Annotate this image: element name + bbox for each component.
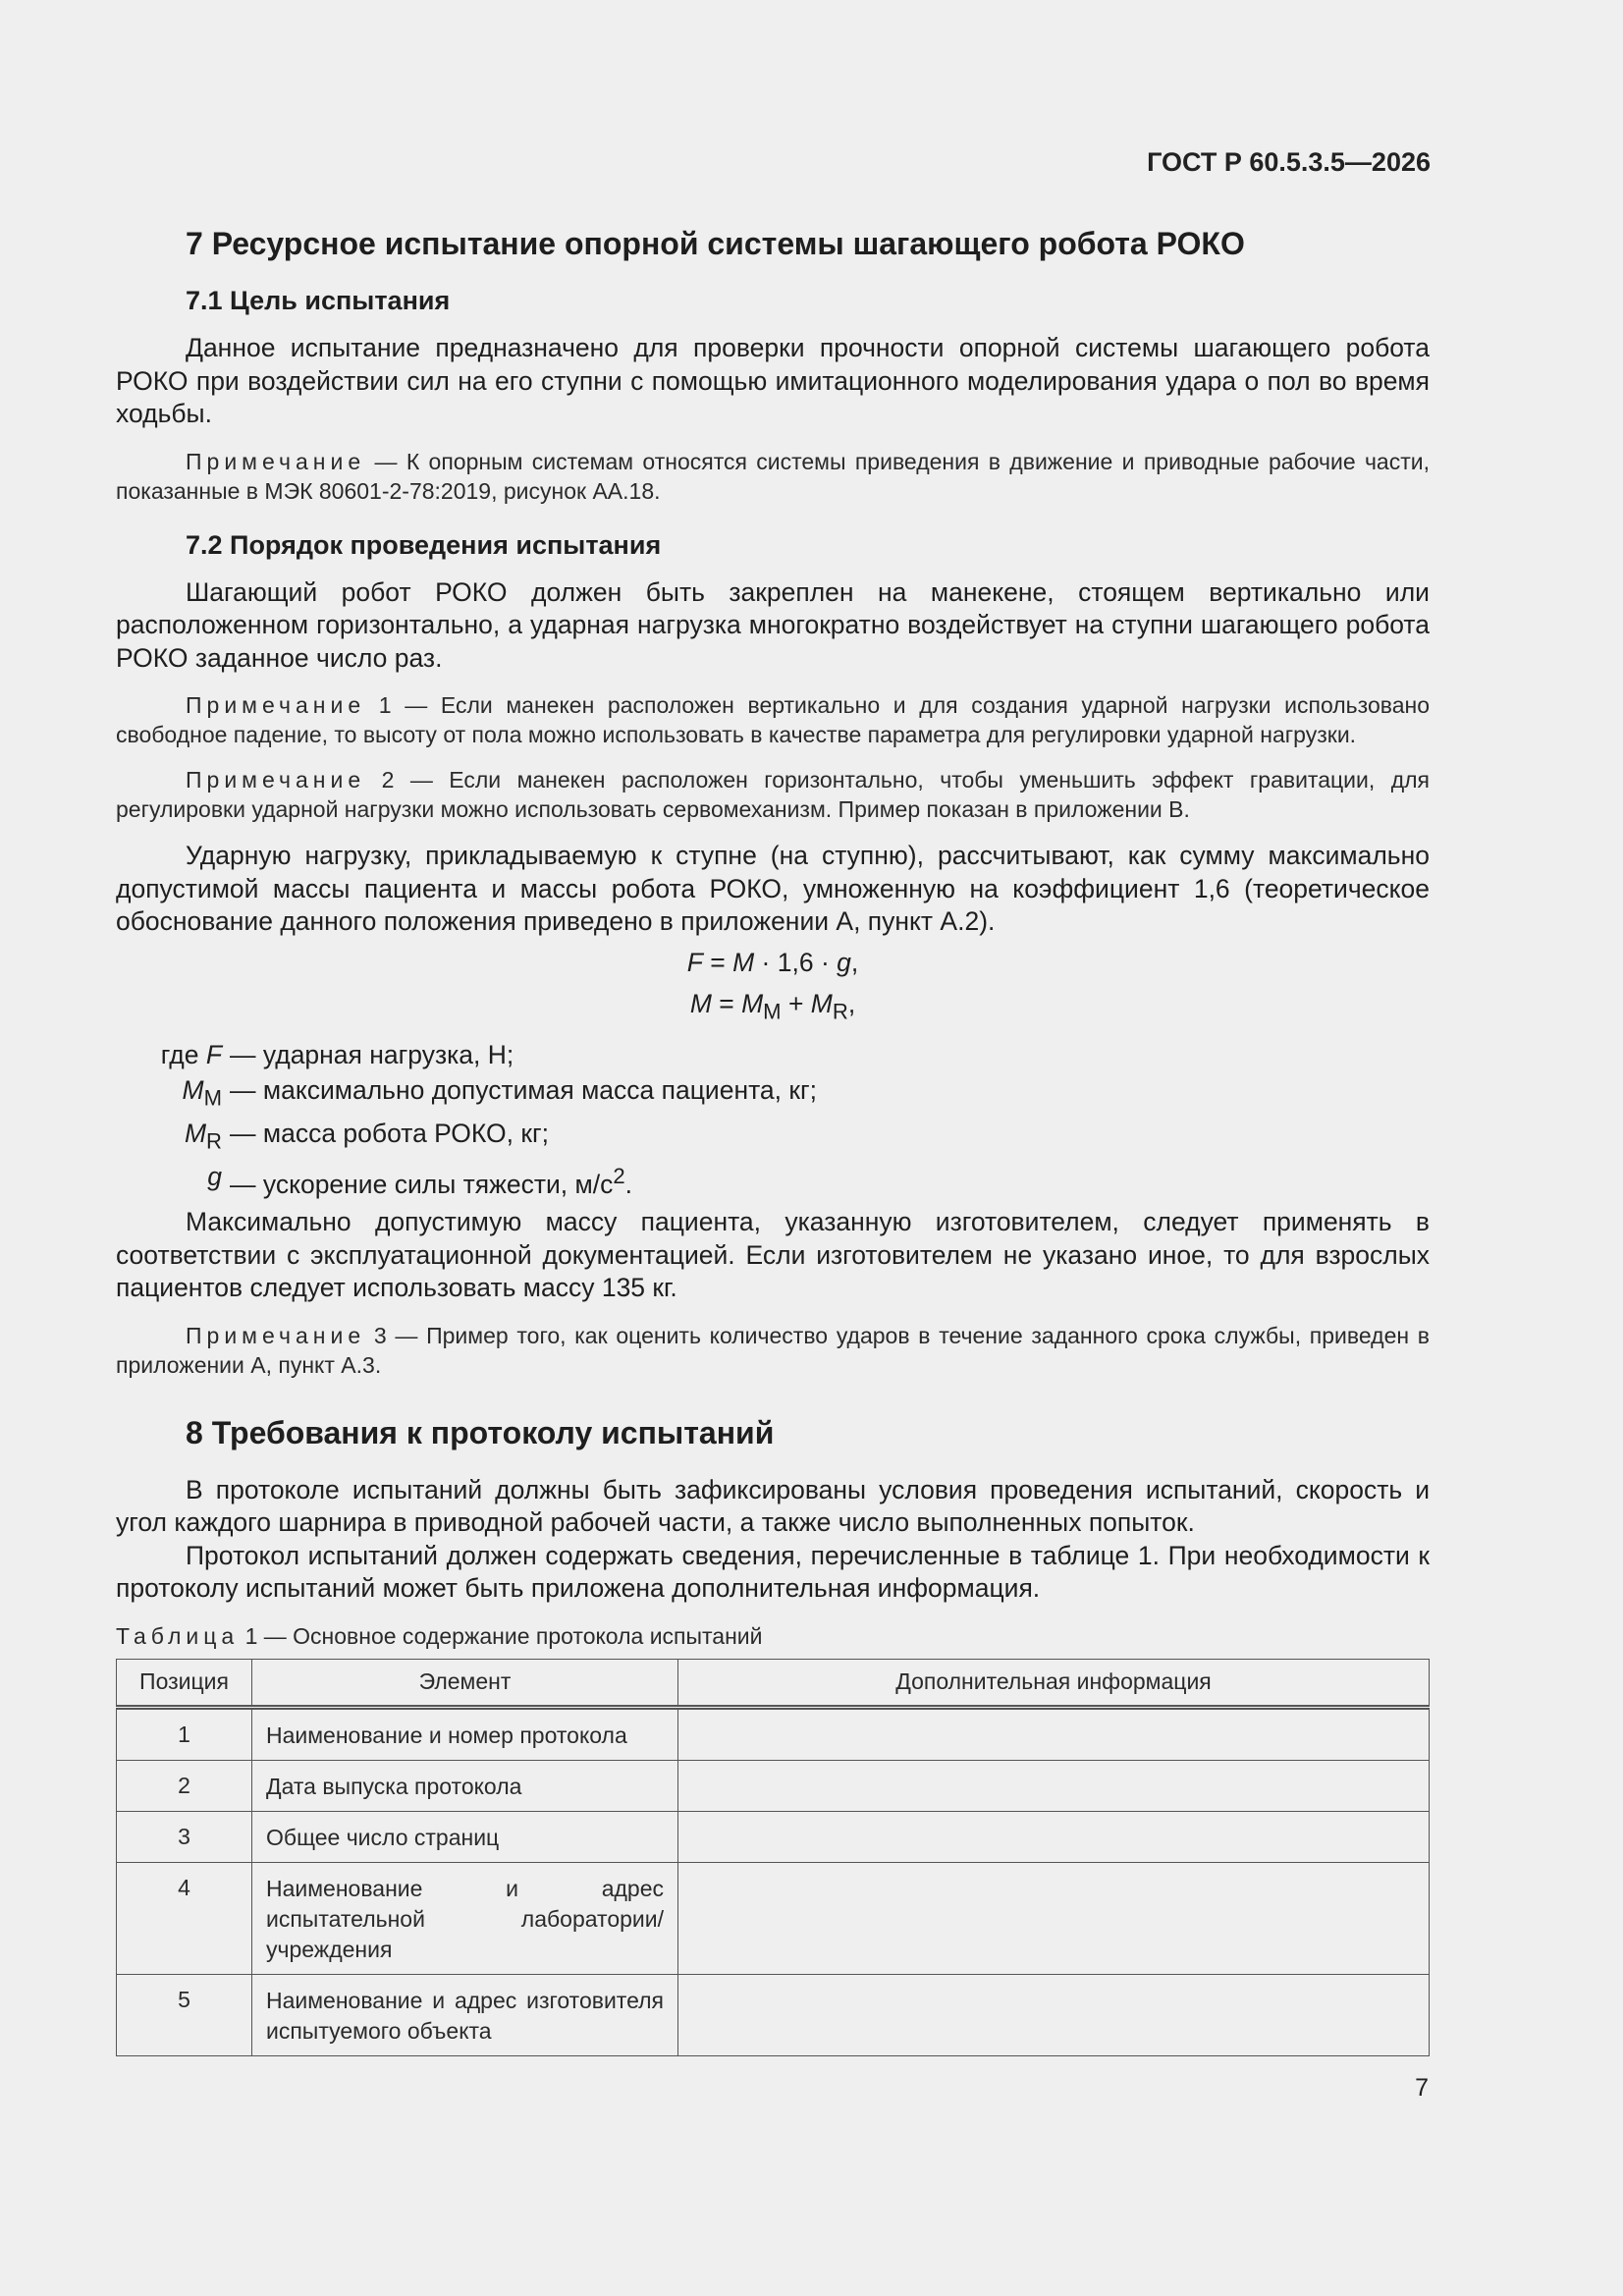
- table-header-row: [117, 1659, 1430, 1707]
- formula-subscript: M: [763, 998, 782, 1023]
- page-number: 7: [1415, 2074, 1429, 2102]
- note-label: Примечание: [186, 692, 366, 718]
- section-7-2-paragraph-3: Максимально допустимую массу пациента, указанную изготовителем, следует применять в соответствии с эксплуатационной документацией. Если изготовителем не указано иное, то для взрослых пациентов следует использовать массу 135 кг.: [116, 1207, 1430, 1303]
- variable-legend: [116, 1037, 1430, 1202]
- legend-symbol: [116, 1072, 222, 1116]
- section-7-1-title: 7.1 Цель испытания: [186, 286, 451, 315]
- legend-description: — ударная нагрузка, Н;: [230, 1039, 514, 1069]
- section-7-2-paragraph-1: Шагающий робот РОКО должен быть закреплен на манекене, стоящем вертикально или расположенном горизонтально, а ударная нагрузка многократно воздействует на ступни шагающего робота РОКО заданное число раз.: [116, 576, 1430, 673]
- section-7-1-paragraph: Данное испытание предназначено для проверки прочности опорной системы шагающего робота РОКО при воздействии сил на его ступни с помощью имитационного моделирования удара о пол во время ходьбы.: [116, 333, 1430, 428]
- cell-element: Наименование и адрес изготовителя испытуемого объекта: [252, 1974, 678, 2055]
- legend-symbol-letter: M: [184, 1119, 207, 1149]
- legend-tail: .: [624, 1170, 632, 1200]
- note-text: 2 — Если манекен расположен горизонтально, чтобы уменьшить эффект гравитации, для регулировки ударной нагрузки можно использовать сервомеханизм. Пример показан в приложении В.: [116, 767, 1430, 822]
- cell-element: Наименование и номер протокола: [252, 1707, 678, 1760]
- standard-code: ГОСТ Р 60.5.3.5—2026: [1147, 147, 1431, 177]
- table-label: Таблица: [116, 1622, 240, 1649]
- table-row: [117, 1760, 1430, 1811]
- column-header-position: Позиция: [117, 1659, 252, 1707]
- note-2: [116, 765, 1430, 824]
- cell-additional-info: [678, 1974, 1430, 2055]
- legend-symbol-letter: M: [182, 1074, 204, 1105]
- legend-subscript: M: [203, 1085, 222, 1111]
- note-text: 1 — Если манекен расположен вертикально и для создания ударной нагрузки использовано свободное падение, то высоту от пола можно использовать в качестве параметра для регулировки ударной нагрузки.: [116, 692, 1430, 747]
- legend-description: [222, 1159, 632, 1202]
- formula-part: ,: [847, 988, 856, 1018]
- note-label: Примечание: [186, 448, 366, 474]
- table-row: [117, 1707, 1430, 1760]
- legend-symbol: [116, 1116, 222, 1159]
- formula-part: ,: [850, 947, 859, 977]
- section-8-paragraph-2: Протокол испытаний должен содержать сведения, перечисленные в таблице 1. При необходимости к протоколу испытаний может быть приложена дополнительная информация.: [116, 1540, 1430, 1604]
- cell-position: 4: [117, 1862, 252, 1974]
- formula-part: +: [781, 988, 811, 1018]
- column-header-element: Элемент: [252, 1659, 678, 1707]
- formula-part: · 1,6 ·: [754, 947, 838, 977]
- table-row: [117, 1974, 1430, 2055]
- formula-f: [116, 947, 1430, 979]
- legend-symbol-letter: g: [207, 1162, 222, 1192]
- legend-symbol-letter: F: [205, 1039, 222, 1069]
- section-8-title: 8 Требования к протоколу испытаний: [186, 1414, 775, 1450]
- cell-element: Дата выпуска протокола: [252, 1760, 678, 1811]
- cell-additional-info: [678, 1862, 1430, 1974]
- cell-position: 3: [117, 1811, 252, 1862]
- note-text: — К опорным системам относятся системы приведения в движение и приводные рабочие части, показанные в МЭК 80601-2-78:2019, рисунок АА.18.: [116, 448, 1430, 504]
- formula-part: =: [711, 988, 742, 1018]
- cell-element: Наименование и адрес испытательной лаборатории/учреждения: [252, 1862, 678, 1974]
- formula-symbol: M: [732, 947, 755, 977]
- legend-row: [116, 1116, 1430, 1159]
- legend-prefix: где: [160, 1039, 206, 1069]
- cell-additional-info: [678, 1707, 1430, 1760]
- note-label: Примечание: [186, 1322, 366, 1348]
- table-caption: [116, 1621, 1430, 1651]
- cell-position: 1: [117, 1707, 252, 1760]
- note-text: 3 — Пример того, как оценить количество ударов в течение заданного срока службы, приведен в приложении А, пункт А.3.: [116, 1322, 1430, 1378]
- formula-m: [116, 988, 1430, 1027]
- table-row: [117, 1811, 1430, 1862]
- column-header-additional-info: Дополнительная информация: [678, 1659, 1430, 1707]
- legend-row: [116, 1072, 1430, 1116]
- note-label: Примечание: [186, 767, 366, 793]
- legend-symbol: [116, 1159, 222, 1202]
- cell-position: 2: [117, 1760, 252, 1811]
- section-7-title: 7 Ресурсное испытание опорной системы шагающего робота РОКО: [186, 226, 1245, 261]
- note-1: [116, 690, 1430, 749]
- cell-additional-info: [678, 1811, 1430, 1862]
- table-caption-text: 1 — Основное содержание протокола испытаний: [239, 1622, 763, 1649]
- formula-symbol: M: [689, 988, 712, 1018]
- note-7-1: [116, 447, 1430, 506]
- legend-description: — максимально допустимая масса пациента, кг;: [230, 1074, 818, 1105]
- note-3: [116, 1321, 1430, 1380]
- section-7-2-title: 7.2 Порядок проведения испытания: [186, 529, 662, 560]
- legend-description: — масса робота РОКО, кг;: [230, 1119, 549, 1149]
- cell-position: 5: [117, 1974, 252, 2055]
- cell-element: Общее число страниц: [252, 1811, 678, 1862]
- legend-symbol: [116, 1037, 222, 1072]
- section-8-paragraph-1: В протоколе испытаний должны быть зафиксированы условия проведения испытаний, скорость и угол каждого шарнира в приводной рабочей части, а также число выполненных попыток.: [116, 1474, 1430, 1538]
- legend-superscript: 2: [613, 1164, 625, 1189]
- protocol-table: [116, 1659, 1430, 2056]
- section-7-2-paragraph-2: Ударную нагрузку, прикладываемую к ступне (на ступню), рассчитывают, как сумму максимально допустимой массы пациента и массы робота РОКО, умноженную на коэффициент 1,6 (теоретическое обоснование данного положения приведено в приложении А, пункт А.2).: [116, 841, 1430, 936]
- formula-symbol: M: [810, 988, 833, 1018]
- page-content: [116, 147, 1430, 2056]
- legend-row: [116, 1037, 1430, 1072]
- formula-symbol: g: [837, 947, 851, 977]
- legend-subscript: R: [206, 1128, 222, 1154]
- formula-symbol: M: [741, 988, 764, 1018]
- legend-description-text: — ускорение силы тяжести, м/с: [230, 1170, 614, 1200]
- formula-subscript: R: [832, 998, 848, 1023]
- formula-part: =: [702, 947, 733, 977]
- formula-symbol: F: [686, 947, 703, 977]
- cell-additional-info: [678, 1760, 1430, 1811]
- legend-row: [116, 1159, 1430, 1202]
- table-row: [117, 1862, 1430, 1974]
